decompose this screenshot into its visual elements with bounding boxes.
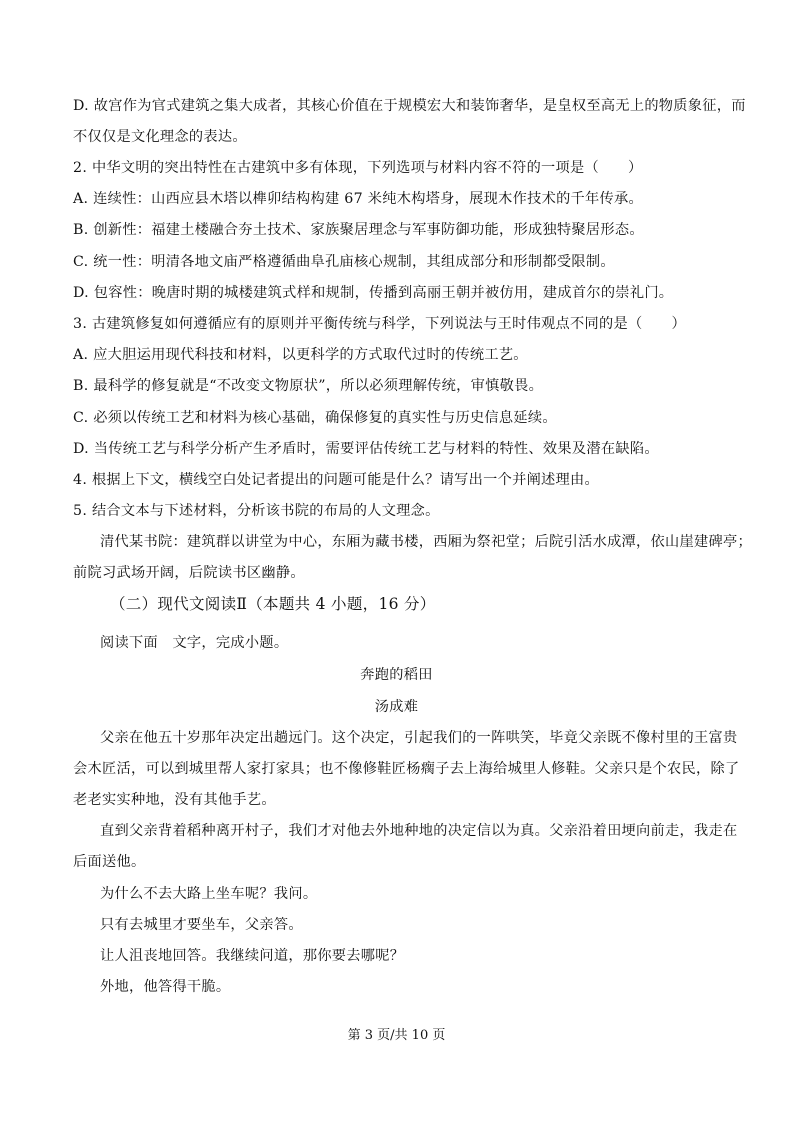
page-number: 第 3 页/共 10 页 xyxy=(347,1028,446,1043)
q2-option-c: C. 统一性：明清各地文庙严格遵循曲阜孔庙核心规制，其组成部分和形制都受限制。 xyxy=(73,254,615,270)
story-title: 奔跑的稻田 xyxy=(360,667,433,683)
story-dialogue-3: 让人沮丧地回答。我继续问道，那你要去哪呢？ xyxy=(100,948,405,964)
story-paragraph-1-line-1: 父亲在他五十岁那年决定出趟远门。这个决定，引起我们的一阵哄笑，毕竟父亲既不像村里的王富贵 xyxy=(100,730,738,746)
reading-instruction: 阅读下面 文字，完成小题。 xyxy=(100,635,289,651)
story-author: 汤成难 xyxy=(374,699,419,715)
question-5: 5. 结合文本与下述材料，分析该书院的布局的人文理念。 xyxy=(73,503,440,519)
story-dialogue-2: 只有去城里才要坐车，父亲答。 xyxy=(100,917,303,933)
section-heading: （二）现代文阅读Ⅱ（本题共 4 小题，16 分） xyxy=(110,595,436,613)
story-dialogue-4: 外地，他答得干脆。 xyxy=(100,979,231,995)
question-2: 2. 中华文明的突出特性在古建筑中多有体现，下列选项与材料内容不符的一项是（ ） xyxy=(73,160,643,176)
story-paragraph-1-line-2: 会木匠活，可以到城里帮人家打家具；也不像修鞋匠杨瘸子去上海给城里人修鞋。父亲只是个农民，除了 xyxy=(73,761,740,777)
material-line-2: 前院习武场开阔，后院读书区幽静。 xyxy=(73,565,305,581)
story-dialogue-1: 为什么不去大路上坐车呢？我问。 xyxy=(100,886,318,902)
question-3: 3. 古建筑修复如何遵循应有的原则并平衡传统与科学，下列说法与王时伟观点不同的是（ ） xyxy=(73,316,686,332)
material-line-1: 清代某书院：建筑群以讲堂为中心，东厢为藏书楼，西厢为祭祀堂；后院引活水成潭，依山崖建碑亭； xyxy=(100,534,752,550)
question-4: 4. 根据上下文，横线空白处记者提出的问题可能是什么？请写出一个并阐述理由。 xyxy=(73,472,600,488)
q3-option-a: A. 应大胆运用现代科技和材料，以更科学的方式取代过时的传统工艺。 xyxy=(73,347,528,363)
option-d-line-2: 不仅仅是文化理念的表达。 xyxy=(73,129,247,145)
q3-option-d: D. 当传统工艺与科学分析产生矛盾时，需要评估传统工艺与材料的特性、效果及潜在缺陷。 xyxy=(73,441,659,457)
q2-option-b: B. 创新性：福建土楼融合夯土技术、家族聚居理念与军事防御功能，形成独特聚居形态。 xyxy=(73,222,644,238)
q2-option-d: D. 包容性：晚唐时期的城楼建筑式样和规制，传播到高丽王朝并被仿用，建成首尔的崇礼门。 xyxy=(73,285,674,301)
q3-option-b: B. 最科学的修复就是“不改变文物原状”，所以必须理解传统，审慎敬畏。 xyxy=(73,378,544,394)
story-paragraph-1-line-3: 老老实实种地，没有其他手艺。 xyxy=(73,792,276,808)
q3-option-c: C. 必须以传统工艺和材料为核心基础，确保修复的真实性与历史信息延续。 xyxy=(73,410,557,426)
option-d-line-1: D. 故宫作为官式建筑之集大成者，其核心价值在于规模宏大和装饰奢华，是皇权至高无上的物质象征，而 xyxy=(73,98,746,114)
story-paragraph-2-line-1: 直到父亲背着稻种离开村子，我们才对他去外地种地的决定信以为真。父亲沿着田埂向前走，我走在 xyxy=(100,823,738,839)
story-paragraph-2-line-2: 后面送他。 xyxy=(73,854,146,870)
q2-option-a: A. 连续性：山西应县木塔以榫卯结构构建 67 米纯木构塔身，展现木作技术的千年传承。 xyxy=(73,191,643,207)
